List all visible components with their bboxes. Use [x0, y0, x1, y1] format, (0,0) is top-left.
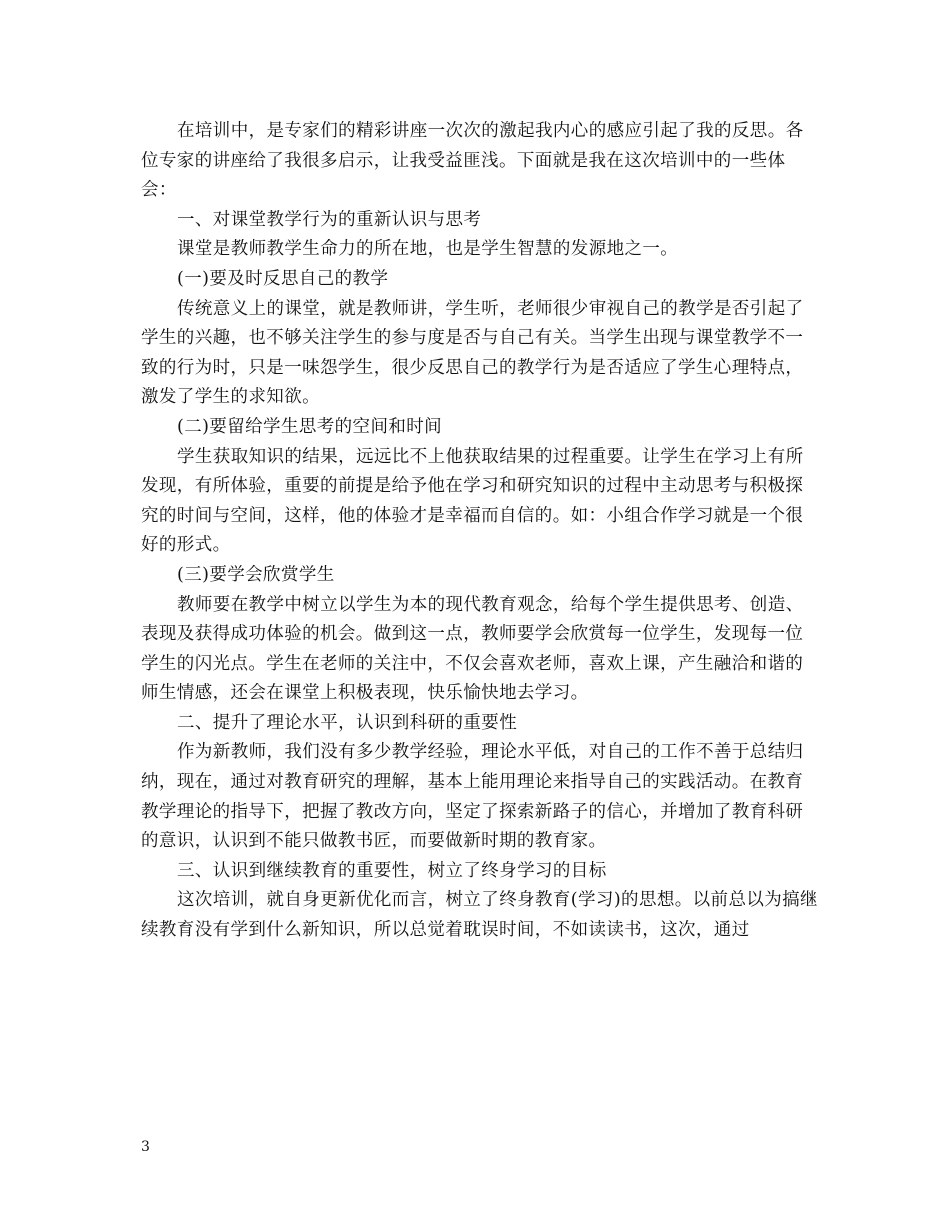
subheading-1: (一)要及时反思自己的教学: [177, 268, 389, 289]
paragraph: 教师要在教学中树立以学生为本的现代教育观念，给每个学生提供思考、创造、表现及获得成功体验的机会。做到这一点，教师要学会欣赏每一位学生，发现每一位学生的闪光点。学生在老师的关注中，不仅会喜欢老师，喜欢上课，产生融洽和谐的师生情感，还会在课堂上积极表现，快乐愉快地去学习。: [141, 594, 804, 704]
paragraph: 传统意义上的课堂，就是教师讲，学生听，老师很少审视自己的教学是否引起了学生的兴趣，也不够关注学生的参与度是否与自己有关。当学生出现与课堂教学不一致的行为时，只是一味怨学生，很少反思自己的教学行为是否适应了学生心理特点，激发了学生的求知欲。: [141, 298, 804, 408]
subheading-2: (二)要留给学生思考的空间和时间: [177, 416, 443, 437]
paragraph: 作为新教师，我们没有多少教学经验，理论水平低，对自己的工作不善于总结归纳，现在，通过对教育研究的理解，基本上能用理论来指导自己的实践活动。在教育教学理论的指导下，把握了教改方向，坚定了探索新路子的信心，并增加了教育科研的意识，认识到不能只做教书匠，而要做新时期的教育家。: [141, 742, 804, 852]
paragraph: 学生获取知识的结果，远远比不上他获取结果的过程重要。让学生在学习上有所发现，有所体验，重要的前提是给予他在学习和研究知识的过程中主动思考与积极探究的时间与空间，这样，他的体验才是幸福而自信的。如：小组合作学习就是一个很好的形式。: [141, 446, 804, 556]
paragraph: 课堂是教师教学生命力的所在地，也是学生智慧的发源地之一。: [177, 239, 679, 260]
heading-section-2: 二、提升了理论水平，认识到科研的重要性: [177, 712, 518, 733]
heading-section-3: 三、认识到继续教育的重要性，树立了终身学习的目标: [177, 860, 607, 881]
document-body: [141, 117, 821, 946]
page-number: 3: [141, 1139, 150, 1155]
heading-section-1: 一、对课堂教学行为的重新认识与思考: [177, 209, 482, 230]
paragraph-intro: 在培训中，是专家们的精彩讲座一次次的激起我内心的感应引起了我的反思。各位专家的讲座给了我很多启示，让我受益匪浅。下面就是我在这次培训中的一些体会：: [141, 121, 804, 201]
subheading-3: (三)要学会欣赏学生: [177, 564, 335, 585]
paragraph: 这次培训，就自身更新优化而言，树立了终身教育(学习)的思想。以前总以为搞继续教育没有学到什么新知识，所以总觉着耽误时间，不如读读书，这次，通过: [141, 890, 818, 941]
